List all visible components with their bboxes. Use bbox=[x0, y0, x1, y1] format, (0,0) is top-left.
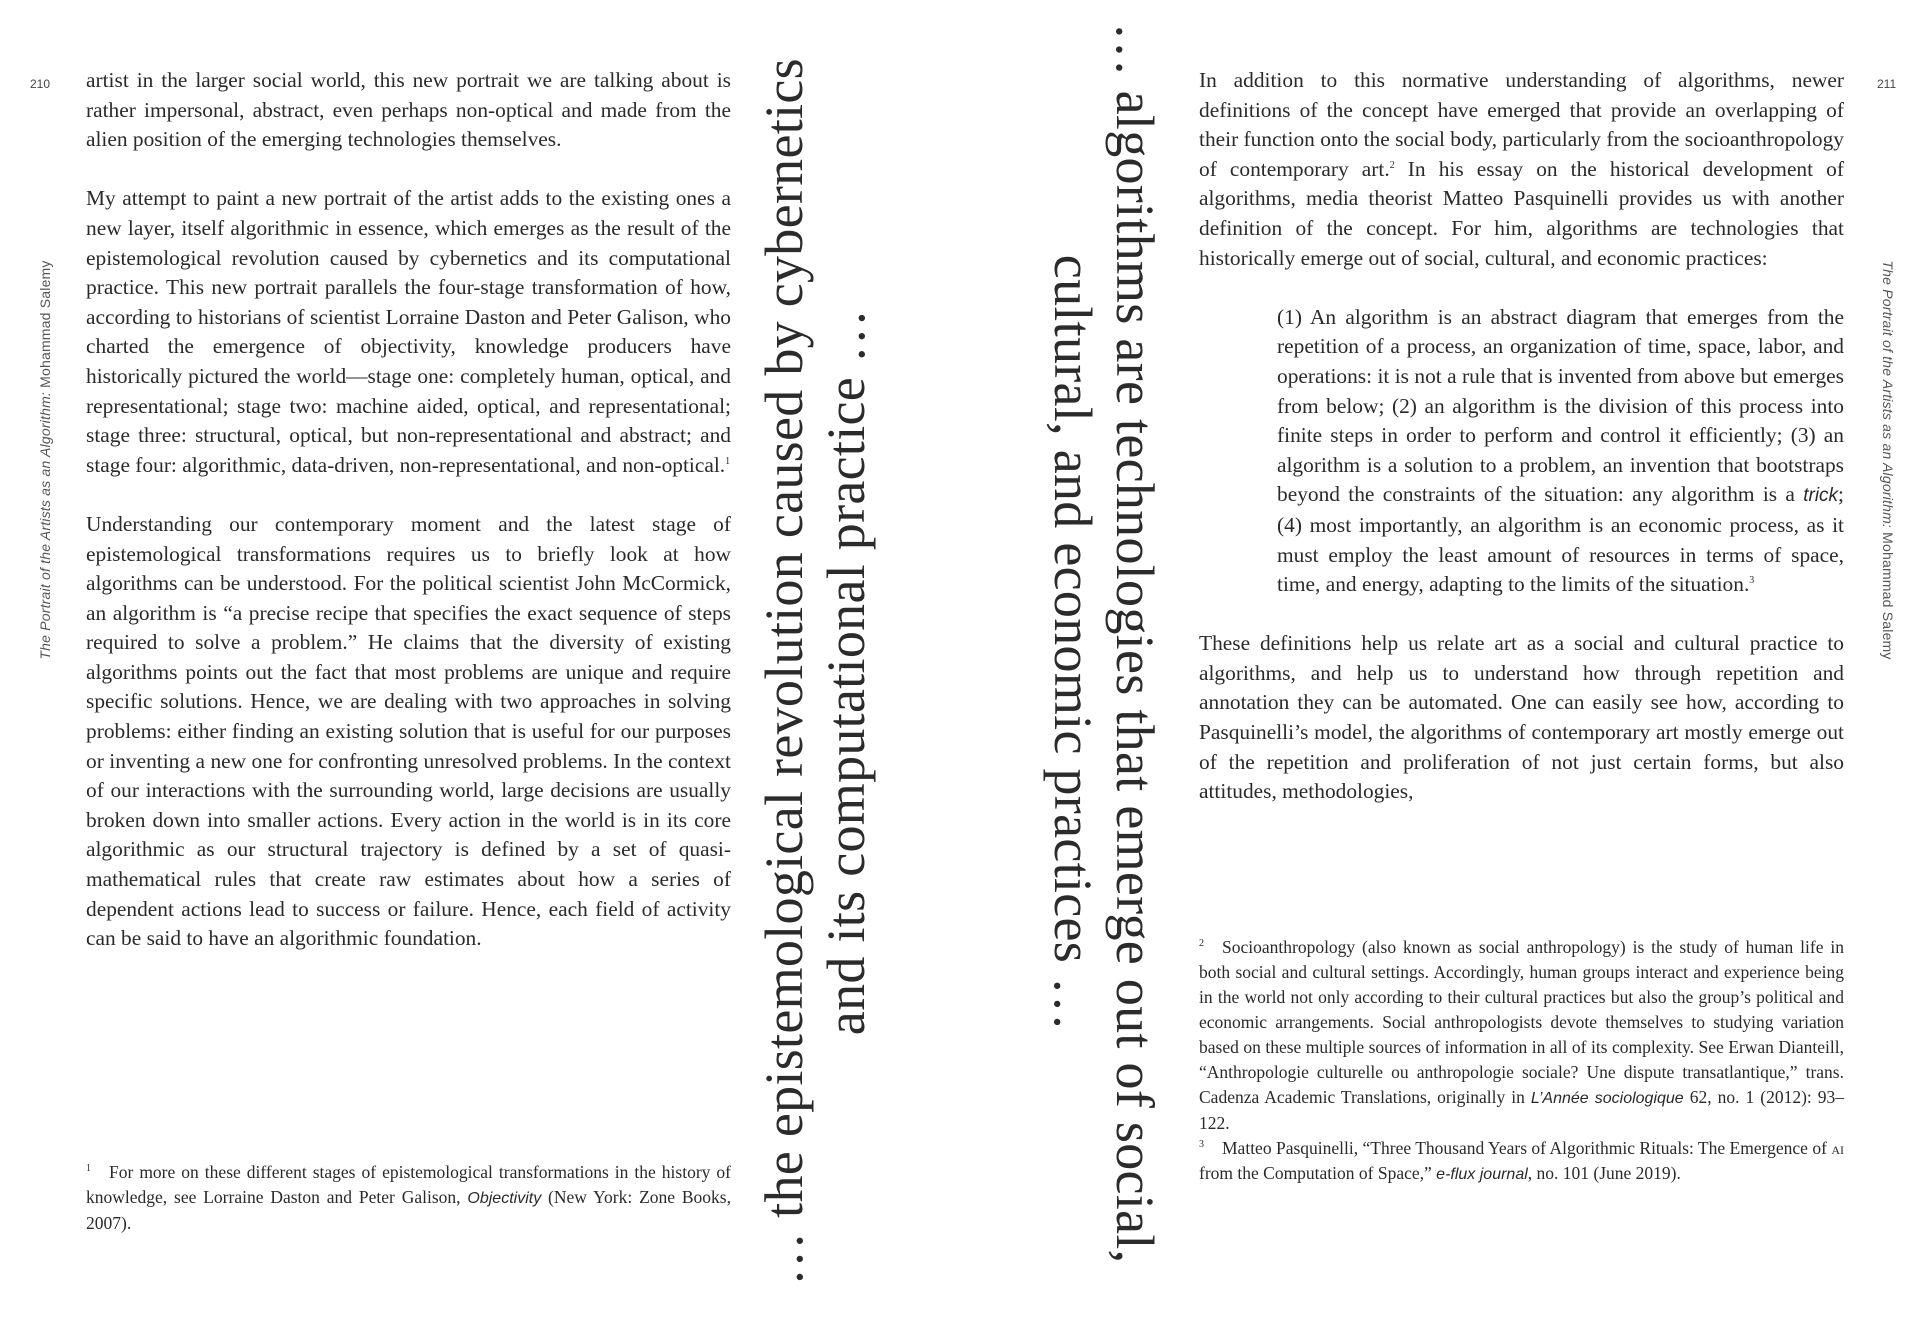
page-number-right: 211 bbox=[1877, 77, 1897, 91]
quote-text: ; (4) most importantly, an algorithm is an economic process, as it must employ the least amount of resources in terms of space, time, and energy, adapting to the limits of the situation. bbox=[1277, 482, 1844, 597]
paragraph bbox=[86, 184, 731, 480]
footnote-text: (New York: Zone Books, 2007). bbox=[86, 1187, 731, 1233]
footnote-text: from the Computation of Space,” bbox=[1199, 1163, 1432, 1183]
footnote-text: Matteo Pasquinelli, “Three Thousand Years of Algorithmic Rituals: The Emergence of bbox=[1222, 1138, 1827, 1158]
paragraph-text: In addition to this normative understanding of algorithms, newer definitions of the concept have emerged that provide an overlapping of their function onto the social body, particularly from the socioanthropology of contemporary art. bbox=[1199, 68, 1844, 181]
footnote-mark: 2 bbox=[1199, 938, 1204, 950]
pull-quote-line: and its computational practice … bbox=[816, 308, 876, 1036]
footnote-text: , no. 101 (June 2019). bbox=[1527, 1163, 1681, 1183]
footnote-2 bbox=[1199, 935, 1844, 1136]
footnote-title: L’Année sociologique bbox=[1530, 1090, 1684, 1107]
pull-quote-left bbox=[753, 58, 877, 1286]
quote-emphasis: trick bbox=[1803, 485, 1839, 507]
footnote-smallcaps: ai bbox=[1831, 1138, 1844, 1158]
footnote-ref[interactable]: 3 bbox=[1749, 574, 1755, 586]
paragraph: artist in the larger social world, this new portrait we are talking about is rather impersonal, abstract, even perhaps non-optical and made from the alien position of the emerging technologies themselves. bbox=[86, 68, 731, 152]
left-body-column bbox=[86, 66, 731, 983]
pull-quote-right bbox=[1042, 23, 1166, 1264]
footnote-ref[interactable]: 2 bbox=[1389, 159, 1395, 171]
paragraph: These definitions help us relate art as a social and cultural practice to algorithms, and help us to understand how through repetition and annotation they can be automated. One can easily see how, according to Pasquinelli’s model, the algorithms of contemporary art mostly emerge out of the repetition and proliferation of not just certain forms, but also attitudes, methodologies, bbox=[1199, 631, 1844, 804]
paragraph-text: In his essay on the historical development of algorithms, media theorist Matteo Pasquinelli provides us with another definition of the concept. For him, algorithms are technologies that historically emerge out of social, cultural, and economic practices: bbox=[1199, 156, 1844, 270]
paragraph bbox=[1199, 66, 1844, 273]
paragraph: Understanding our contemporary moment and the latest stage of epistemological transformations requires us to briefly look at how algorithms can be understood. For the political scientist John McCormick, an algorithm is “a precise recipe that specifies the exact sequence of steps required to solve a problem.” He claims that the diversity of existing algorithms points out the fact that most problems are unique and require specific solutions. Hence, we are dealing with two approaches in solving problems: either finding an existing solution that is useful for our purposes or inventing a new one for confronting unresolved problems. In the context of our interactions with the surrounding world, large decisions are usually broken down into smaller actions. Every action in the world is in its core algorithmic as our structural trajectory is defined by a set of quasi-mathematical rules that create raw estimates about how a series of dependent actions lead to success or failure. Hence, each field of activity can be said to have an algorithmic foundation. bbox=[86, 511, 731, 951]
footnote-mark: 3 bbox=[1199, 1139, 1204, 1151]
running-head-title: The Portrait of the Artists as an Algorithm: bbox=[1880, 260, 1896, 529]
footnotes-right bbox=[1199, 935, 1844, 1187]
running-head-title: The Portrait of the Artists as an Algorithm: bbox=[37, 391, 53, 660]
footnote-text: For more on these different stages of epistemological transformations in the history of knowledge, see Lorraine Daston and Peter Galison, bbox=[86, 1162, 731, 1207]
footnote-1 bbox=[86, 1160, 731, 1236]
block-quote bbox=[1277, 303, 1844, 600]
pull-quote-line: … algorithms are technologies that emerge out of social, bbox=[1105, 22, 1165, 1264]
running-head-author: Mohammad Salemy bbox=[1880, 532, 1896, 660]
footnote-title: Objectivity bbox=[467, 1190, 542, 1207]
footnote-ref[interactable]: 1 bbox=[725, 455, 731, 467]
running-head-left bbox=[37, 260, 53, 659]
pull-quote-line: cultural, and economic practices … bbox=[1043, 254, 1103, 1032]
page-number-left: 210 bbox=[30, 77, 51, 91]
paragraph-text: My attempt to paint a new portrait of the artist adds to the existing ones a new layer, itself algorithmic in essence, which emerges as the result of the epistemological revolution caused by cybernetics and its computational practice. This new portrait parallels the four-stage transformation of how, according to historians of scientist Lorraine Daston and Peter Galison, who charted the emergence of objectivity, knowledge producers have historically pictured the world—stage one: completely human, optical, and representational; stage two: machine aided, optical, and representational; stage three: structural, optical, but non-representational and abstract; and stage four: algorithmic, data-driven, non-representational, and non-optical. bbox=[86, 186, 731, 477]
footnote-text: 62, no. 1 (2012): 93–122. bbox=[1199, 1087, 1845, 1133]
footnote-3 bbox=[1199, 1136, 1844, 1187]
footnote-title: e-flux journal bbox=[1436, 1166, 1528, 1183]
quote-text: (1) An algorithm is an abstract diagram that emerges from the repetition of a process, an organization of time, space, labor, and operations: it is not a rule that is invented from above but emerges from below; (2) an algorithm is the division of this process into finite steps in order to perform and control it efficiently; (3) an algorithm is a solution to a problem, an invention that bootstraps beyond the constraints of the situation: any algorithm is a bbox=[1277, 304, 1844, 507]
running-head-author: Mohammad Salemy bbox=[37, 260, 53, 388]
running-head-right bbox=[1880, 260, 1896, 659]
pull-quote-line: … the epistemological revolution caused by cybernetics bbox=[754, 58, 814, 1286]
footnote-mark: 1 bbox=[86, 1163, 91, 1175]
footnote-text: Socioanthropology (also known as social anthropology) is the study of human life in both social and cultural settings. Accordingly, human groups interact and experience being in the world not only according to their cultural practices but also the group’s political and economic arrangements. Social anthropologists devote themselves to studying variation based on these multiple sources of information in all of its complexity. See Erwan Dianteill, “Anthropologie culturelle ou anthropologie sociale? Une dispute transatlantique,” trans. Cadenza Academic Translations, originally in bbox=[1199, 937, 1844, 1107]
right-body-column bbox=[1199, 66, 1844, 836]
